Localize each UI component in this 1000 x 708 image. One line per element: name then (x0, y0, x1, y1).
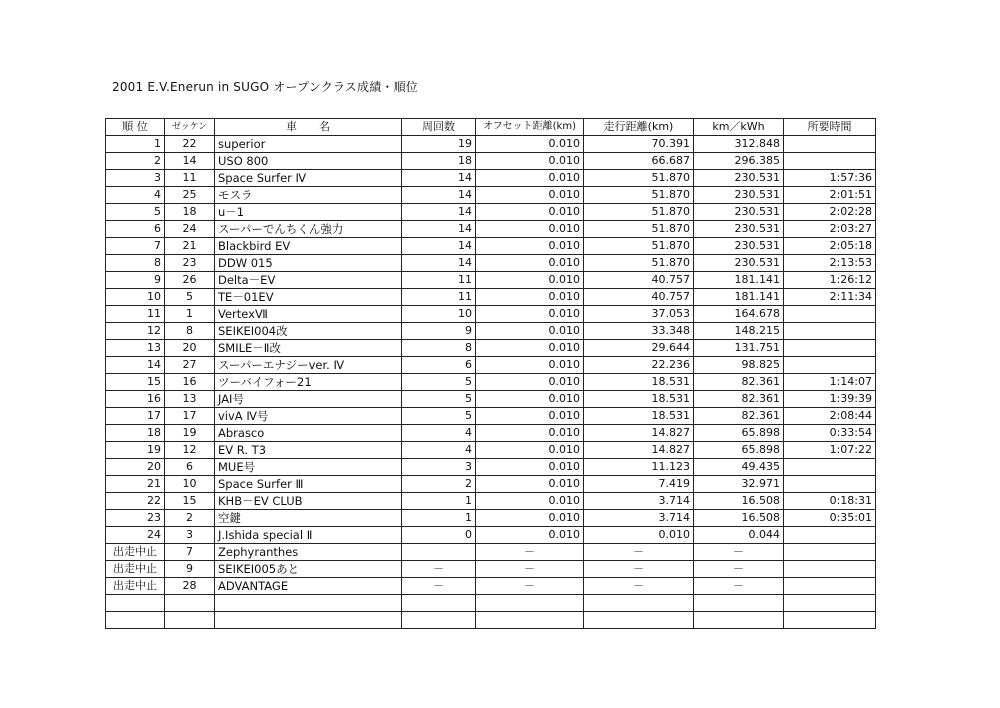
cell-name: Space Surfer Ⅲ (215, 476, 402, 493)
cell-dist: 51.870 (584, 170, 694, 187)
cell-dist: 14.827 (584, 425, 694, 442)
cell-rank: 3 (106, 170, 165, 187)
cell-time: 1:14:07 (784, 374, 876, 391)
table-row (106, 510, 876, 527)
cell-eff: 296.385 (694, 153, 784, 170)
cell-time (784, 459, 876, 476)
cell-offset: 0.010 (476, 289, 584, 306)
cell-eff: － (694, 578, 784, 595)
cell-rank: 出走中止 (106, 544, 165, 561)
cell-rank: 21 (106, 476, 165, 493)
cell-rank: 出走中止 (106, 561, 165, 578)
cell-laps: 19 (402, 136, 476, 153)
cell-laps: 3 (402, 459, 476, 476)
cell-bib: 7 (165, 544, 215, 561)
cell-name: J.Ishida special Ⅱ (215, 527, 402, 544)
cell-name: モスラ (215, 187, 402, 204)
header-rank: 順 位 (106, 119, 165, 136)
table-row (106, 459, 876, 476)
cell-dist (584, 595, 694, 612)
cell-name: 空鍵 (215, 510, 402, 527)
cell-offset: － (476, 578, 584, 595)
cell-laps: 11 (402, 289, 476, 306)
cell-offset: 0.010 (476, 476, 584, 493)
cell-eff: 32.971 (694, 476, 784, 493)
results-table (105, 118, 876, 629)
cell-dist: 40.757 (584, 272, 694, 289)
cell-time (784, 612, 876, 629)
cell-rank: 6 (106, 221, 165, 238)
cell-time: 2:11:34 (784, 289, 876, 306)
cell-name: SEIKEI004改 (215, 323, 402, 340)
cell-laps: 14 (402, 238, 476, 255)
cell-dist: － (584, 544, 694, 561)
cell-dist: 33.348 (584, 323, 694, 340)
cell-name: SMILE－Ⅱ改 (215, 340, 402, 357)
cell-rank: 22 (106, 493, 165, 510)
cell-offset: 0.010 (476, 272, 584, 289)
cell-laps: 1 (402, 493, 476, 510)
cell-bib: 11 (165, 170, 215, 187)
cell-rank: 18 (106, 425, 165, 442)
cell-offset: 0.010 (476, 408, 584, 425)
cell-eff: 131.751 (694, 340, 784, 357)
table-row (106, 442, 876, 459)
cell-rank: 5 (106, 204, 165, 221)
cell-dist: 29.644 (584, 340, 694, 357)
table-row (106, 221, 876, 238)
cell-time: 2:13:53 (784, 255, 876, 272)
cell-name: スーパーでんちくん強力 (215, 221, 402, 238)
cell-laps: 5 (402, 374, 476, 391)
cell-offset: 0.010 (476, 323, 584, 340)
cell-time: 2:01:51 (784, 187, 876, 204)
cell-laps (402, 544, 476, 561)
cell-offset: － (476, 561, 584, 578)
header-row (106, 119, 876, 136)
cell-bib: 19 (165, 425, 215, 442)
cell-bib: 6 (165, 459, 215, 476)
table-row (106, 527, 876, 544)
cell-offset: 0.010 (476, 425, 584, 442)
cell-time: 2:03:27 (784, 221, 876, 238)
cell-offset: 0.010 (476, 153, 584, 170)
table-row (106, 136, 876, 153)
cell-name: SEIKEI005あと (215, 561, 402, 578)
cell-laps: － (402, 578, 476, 595)
cell-eff: 82.361 (694, 408, 784, 425)
cell-laps (402, 595, 476, 612)
cell-name (215, 612, 402, 629)
cell-time: 1:57:36 (784, 170, 876, 187)
cell-dist: － (584, 578, 694, 595)
cell-time: 2:05:18 (784, 238, 876, 255)
table-row (106, 374, 876, 391)
table-row (106, 391, 876, 408)
cell-name: Space Surfer Ⅳ (215, 170, 402, 187)
cell-name: vivA Ⅳ号 (215, 408, 402, 425)
cell-time: 2:02:28 (784, 204, 876, 221)
cell-eff: 164.678 (694, 306, 784, 323)
cell-time: 1:26:12 (784, 272, 876, 289)
cell-offset: 0.010 (476, 187, 584, 204)
cell-bib: 10 (165, 476, 215, 493)
table-row (106, 340, 876, 357)
cell-time (784, 595, 876, 612)
header-distance: 走行距離(km) (584, 119, 694, 136)
cell-rank: 10 (106, 289, 165, 306)
table-row (106, 289, 876, 306)
cell-eff: 230.531 (694, 187, 784, 204)
cell-dist: 51.870 (584, 187, 694, 204)
table-row (106, 272, 876, 289)
cell-offset (476, 612, 584, 629)
cell-bib: 8 (165, 323, 215, 340)
cell-offset: 0.010 (476, 306, 584, 323)
cell-bib: 22 (165, 136, 215, 153)
table-row (106, 561, 876, 578)
cell-bib: 28 (165, 578, 215, 595)
cell-laps: 14 (402, 170, 476, 187)
table-row (106, 238, 876, 255)
cell-dist: 18.531 (584, 408, 694, 425)
header-offset: オフセット距離(km) (476, 119, 584, 136)
table-row (106, 493, 876, 510)
cell-offset: 0.010 (476, 221, 584, 238)
cell-offset: 0.010 (476, 136, 584, 153)
cell-dist: 66.687 (584, 153, 694, 170)
cell-laps (402, 612, 476, 629)
cell-dist: 51.870 (584, 221, 694, 238)
cell-bib: 26 (165, 272, 215, 289)
cell-bib: 23 (165, 255, 215, 272)
cell-time: 1:07:22 (784, 442, 876, 459)
cell-name: DDW 015 (215, 255, 402, 272)
cell-rank: 12 (106, 323, 165, 340)
cell-time (784, 544, 876, 561)
cell-laps: 8 (402, 340, 476, 357)
cell-rank: 4 (106, 187, 165, 204)
cell-rank: 19 (106, 442, 165, 459)
cell-eff: 16.508 (694, 510, 784, 527)
cell-time (784, 357, 876, 374)
table-row (106, 544, 876, 561)
cell-eff: 312.848 (694, 136, 784, 153)
cell-bib: 24 (165, 221, 215, 238)
cell-rank: 9 (106, 272, 165, 289)
header-laps: 周回数 (402, 119, 476, 136)
cell-eff: 230.531 (694, 204, 784, 221)
cell-bib: 2 (165, 510, 215, 527)
cell-time (784, 527, 876, 544)
cell-time: 2:08:44 (784, 408, 876, 425)
table-row (106, 153, 876, 170)
cell-offset: 0.010 (476, 459, 584, 476)
cell-dist: 0.010 (584, 527, 694, 544)
cell-eff: 98.825 (694, 357, 784, 374)
cell-offset: 0.010 (476, 255, 584, 272)
cell-rank: 20 (106, 459, 165, 476)
cell-eff (694, 595, 784, 612)
cell-offset: 0.010 (476, 238, 584, 255)
cell-eff: 65.898 (694, 425, 784, 442)
cell-name: Abrasco (215, 425, 402, 442)
cell-name: JAI号 (215, 391, 402, 408)
cell-eff: 82.361 (694, 374, 784, 391)
cell-name: MUE号 (215, 459, 402, 476)
cell-eff: 82.361 (694, 391, 784, 408)
cell-bib: 5 (165, 289, 215, 306)
cell-laps: 5 (402, 391, 476, 408)
cell-rank: 1 (106, 136, 165, 153)
cell-rank: 11 (106, 306, 165, 323)
cell-laps: 10 (402, 306, 476, 323)
cell-bib: 16 (165, 374, 215, 391)
table-row (106, 357, 876, 374)
table-row (106, 476, 876, 493)
cell-name: Zephyranthes (215, 544, 402, 561)
cell-bib: 3 (165, 527, 215, 544)
cell-bib: 21 (165, 238, 215, 255)
cell-name: ツーバイフォー21 (215, 374, 402, 391)
cell-name: ADVANTAGE (215, 578, 402, 595)
cell-rank: 出走中止 (106, 578, 165, 595)
cell-eff: 230.531 (694, 238, 784, 255)
table-row (106, 612, 876, 629)
cell-bib (165, 595, 215, 612)
cell-name: Delta－EV (215, 272, 402, 289)
cell-rank: 15 (106, 374, 165, 391)
cell-laps: 1 (402, 510, 476, 527)
cell-offset: 0.010 (476, 442, 584, 459)
cell-bib: 20 (165, 340, 215, 357)
cell-time: 0:35:01 (784, 510, 876, 527)
header-efficiency: km／kWh (694, 119, 784, 136)
cell-dist: 51.870 (584, 204, 694, 221)
cell-offset: 0.010 (476, 374, 584, 391)
header-time: 所要時間 (784, 119, 876, 136)
cell-eff: 181.141 (694, 272, 784, 289)
cell-laps: 14 (402, 187, 476, 204)
cell-time (784, 578, 876, 595)
cell-dist: 18.531 (584, 391, 694, 408)
cell-offset: 0.010 (476, 391, 584, 408)
cell-laps: 0 (402, 527, 476, 544)
cell-bib: 17 (165, 408, 215, 425)
header-bib: ゼッケン (165, 119, 215, 136)
cell-offset: 0.010 (476, 340, 584, 357)
cell-eff (694, 612, 784, 629)
table-row (106, 306, 876, 323)
table-row (106, 255, 876, 272)
cell-laps: 18 (402, 153, 476, 170)
cell-eff: 49.435 (694, 459, 784, 476)
cell-dist: 14.827 (584, 442, 694, 459)
cell-laps: 4 (402, 425, 476, 442)
cell-name: superior (215, 136, 402, 153)
cell-bib: 15 (165, 493, 215, 510)
cell-dist: 51.870 (584, 238, 694, 255)
cell-bib: 27 (165, 357, 215, 374)
cell-rank: 14 (106, 357, 165, 374)
table-row (106, 204, 876, 221)
cell-dist: 40.757 (584, 289, 694, 306)
cell-dist: 3.714 (584, 510, 694, 527)
cell-offset: 0.010 (476, 527, 584, 544)
cell-laps: 4 (402, 442, 476, 459)
table-row (106, 408, 876, 425)
cell-eff: 65.898 (694, 442, 784, 459)
cell-laps: 6 (402, 357, 476, 374)
cell-offset: 0.010 (476, 357, 584, 374)
cell-bib: 14 (165, 153, 215, 170)
cell-offset: 0.010 (476, 493, 584, 510)
cell-eff: 230.531 (694, 221, 784, 238)
table-row (106, 323, 876, 340)
cell-bib: 9 (165, 561, 215, 578)
table-row (106, 595, 876, 612)
cell-dist: 51.870 (584, 255, 694, 272)
cell-rank: 24 (106, 527, 165, 544)
cell-name: EV R. T3 (215, 442, 402, 459)
cell-time: 0:18:31 (784, 493, 876, 510)
cell-bib: 13 (165, 391, 215, 408)
cell-name (215, 595, 402, 612)
cell-rank (106, 595, 165, 612)
cell-bib (165, 612, 215, 629)
cell-bib: 18 (165, 204, 215, 221)
cell-time (784, 340, 876, 357)
cell-offset: 0.010 (476, 510, 584, 527)
table-row (106, 578, 876, 595)
cell-bib: 25 (165, 187, 215, 204)
cell-eff: 230.531 (694, 255, 784, 272)
cell-name: Blackbird EV (215, 238, 402, 255)
cell-rank: 2 (106, 153, 165, 170)
cell-eff: － (694, 561, 784, 578)
cell-laps: 14 (402, 221, 476, 238)
cell-rank: 23 (106, 510, 165, 527)
cell-rank: 13 (106, 340, 165, 357)
cell-offset: 0.010 (476, 204, 584, 221)
cell-name: u－1 (215, 204, 402, 221)
cell-dist: 3.714 (584, 493, 694, 510)
cell-laps: 14 (402, 255, 476, 272)
cell-time (784, 306, 876, 323)
cell-eff: 16.508 (694, 493, 784, 510)
cell-laps: 2 (402, 476, 476, 493)
cell-rank: 8 (106, 255, 165, 272)
cell-bib: 1 (165, 306, 215, 323)
cell-name: USO 800 (215, 153, 402, 170)
cell-dist: 7.419 (584, 476, 694, 493)
cell-laps: 5 (402, 408, 476, 425)
cell-dist (584, 612, 694, 629)
table-row (106, 170, 876, 187)
cell-laps: 9 (402, 323, 476, 340)
cell-time (784, 476, 876, 493)
cell-time (784, 323, 876, 340)
cell-time: 0:33:54 (784, 425, 876, 442)
cell-dist: 37.053 (584, 306, 694, 323)
cell-dist: 22.236 (584, 357, 694, 374)
table-row (106, 425, 876, 442)
cell-eff: 0.044 (694, 527, 784, 544)
cell-bib: 12 (165, 442, 215, 459)
cell-rank (106, 612, 165, 629)
document-title: 2001 E.V.Enerun in SUGO オープンクラス成績・順位 (112, 80, 418, 94)
cell-eff: 148.215 (694, 323, 784, 340)
cell-offset (476, 595, 584, 612)
cell-laps: 11 (402, 272, 476, 289)
cell-eff: 230.531 (694, 170, 784, 187)
cell-dist: 18.531 (584, 374, 694, 391)
cell-rank: 17 (106, 408, 165, 425)
cell-name: スーパーエナジーver. Ⅳ (215, 357, 402, 374)
cell-time (784, 136, 876, 153)
cell-rank: 16 (106, 391, 165, 408)
header-car-name: 車 名 (215, 119, 402, 136)
cell-laps: 14 (402, 204, 476, 221)
cell-time (784, 561, 876, 578)
cell-eff: 181.141 (694, 289, 784, 306)
cell-name: VertexⅦ (215, 306, 402, 323)
cell-name: TE－01EV (215, 289, 402, 306)
cell-rank: 7 (106, 238, 165, 255)
cell-laps: － (402, 561, 476, 578)
cell-dist: 11.123 (584, 459, 694, 476)
cell-dist: － (584, 561, 694, 578)
cell-time: 1:39:39 (784, 391, 876, 408)
cell-dist: 70.391 (584, 136, 694, 153)
table-row (106, 187, 876, 204)
cell-time (784, 153, 876, 170)
cell-offset: － (476, 544, 584, 561)
cell-offset: 0.010 (476, 170, 584, 187)
cell-name: KHB－EV CLUB (215, 493, 402, 510)
cell-eff: － (694, 544, 784, 561)
